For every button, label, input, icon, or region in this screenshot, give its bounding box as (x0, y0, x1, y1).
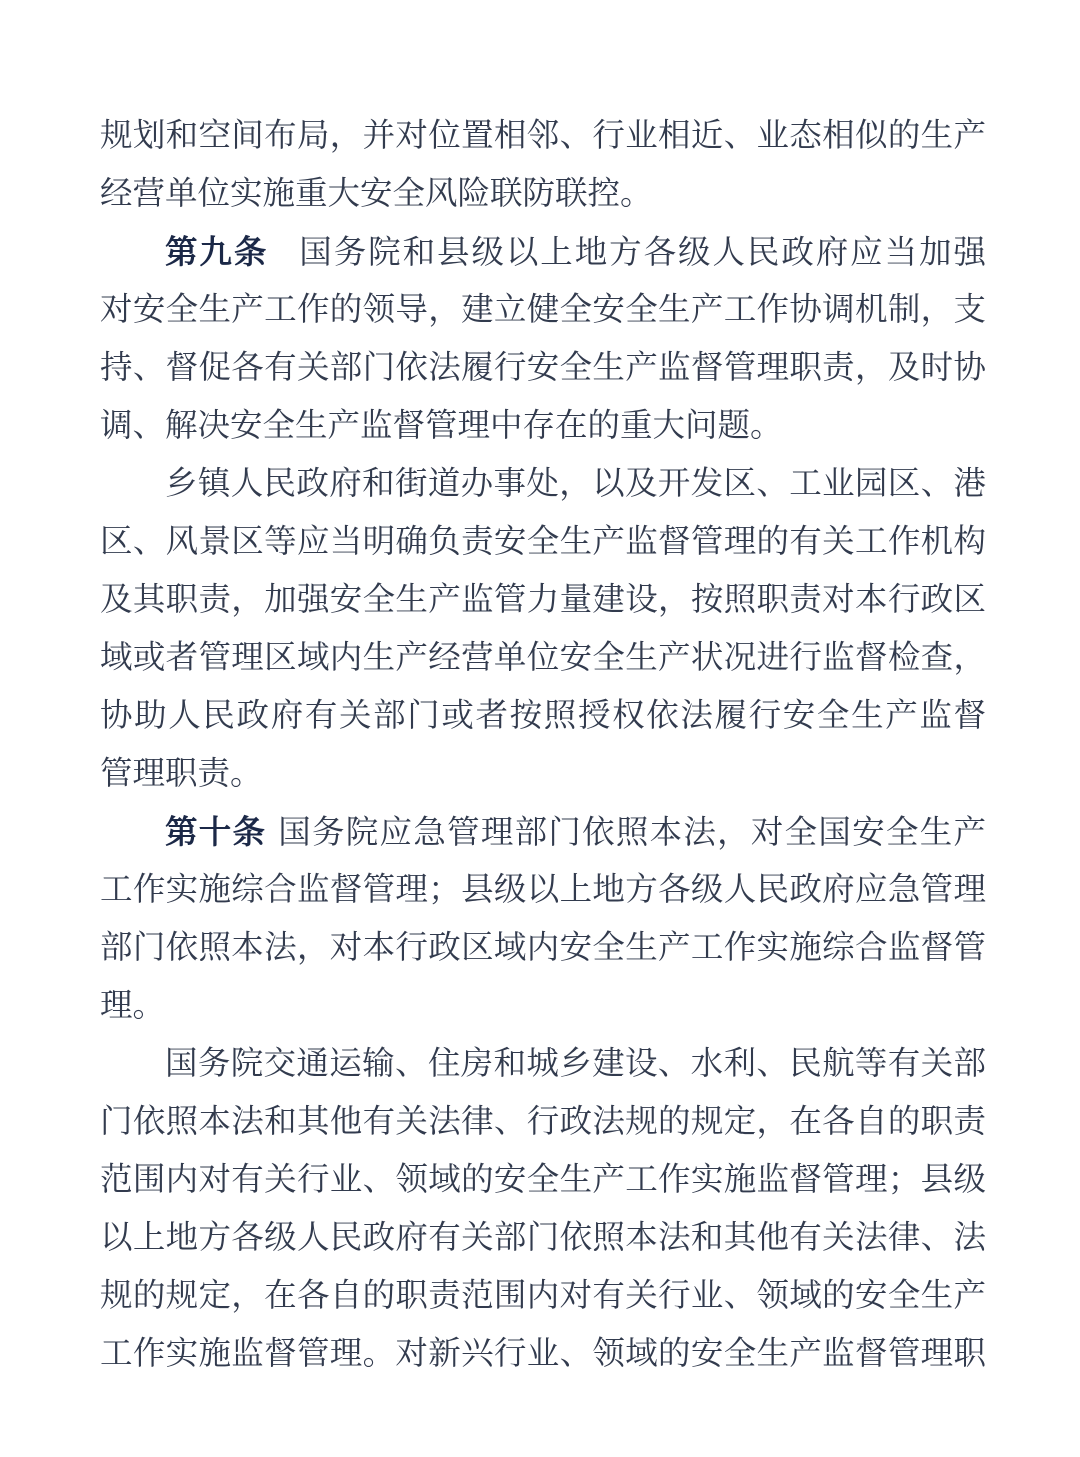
text-line: 国务院交通运输、住房和城乡建设、水利、民航等有关部 (165, 1046, 986, 1082)
text-line: 对安全生产工作的领导，建立健全安全生产工作协调机制，支 (100, 292, 986, 328)
text-line: 区、风景区等应当明确负责安全生产监督管理的有关工作机构 (100, 524, 986, 560)
text-line: 乡镇人民政府和街道办事处，以及开发区、工业园区、港 (165, 466, 986, 502)
text-line: 门依照本法和其他有关法律、行政法规的规定，在各自的职责 (100, 1104, 986, 1140)
text-line: 以上地方各级人民政府有关部门依照本法和其他有关法律、法 (100, 1220, 986, 1256)
article-9-first-line (100, 223, 986, 281)
text-line: 范围内对有关行业、领域的安全生产工作实施监督管理；县级 (100, 1162, 986, 1198)
text-line: 持、督促各有关部门依法履行安全生产监督管理职责，及时协 (100, 350, 986, 386)
text-line: 管理职责。 (100, 756, 263, 792)
text-line: 工作实施综合监督管理；县级以上地方各级人民政府应急管理 (100, 872, 986, 908)
text-line: 理。 (100, 988, 166, 1024)
text-line: 协助人民政府有关部门或者按照授权依法履行安全生产监督 (100, 698, 986, 734)
article-10-text: 国务院应急管理部门依照本法，对全国安全生产 (278, 815, 986, 851)
text-line: 规的规定，在各自的职责范围内对有关行业、领域的安全生产 (100, 1278, 986, 1314)
text-line: 规划和空间布局，并对位置相邻、行业相近、业态相似的生产 (100, 118, 986, 154)
text-line: 经营单位实施重大安全风险联防联控。 (100, 176, 653, 212)
text-line: 域或者管理区域内生产经营单位安全生产状况进行监督检查， (100, 640, 986, 676)
article-9-text: 国务院和县级以上地方各级人民政府应当加强 (299, 235, 986, 271)
text-line: 部门依照本法，对本行政区域内安全生产工作实施综合监督管 (100, 930, 986, 966)
article-9-number: 第九条 (165, 234, 269, 270)
text-line: 工作实施监督管理。对新兴行业、领域的安全生产监督管理职 (100, 1336, 986, 1372)
text-line: 及其职责，加强安全生产监管力量建设，按照职责对本行政区 (100, 582, 986, 618)
article-10-first-line (100, 803, 986, 861)
article-10-number: 第十条 (165, 814, 267, 850)
text-line: 调、解决安全生产监督管理中存在的重大问题。 (100, 408, 783, 444)
